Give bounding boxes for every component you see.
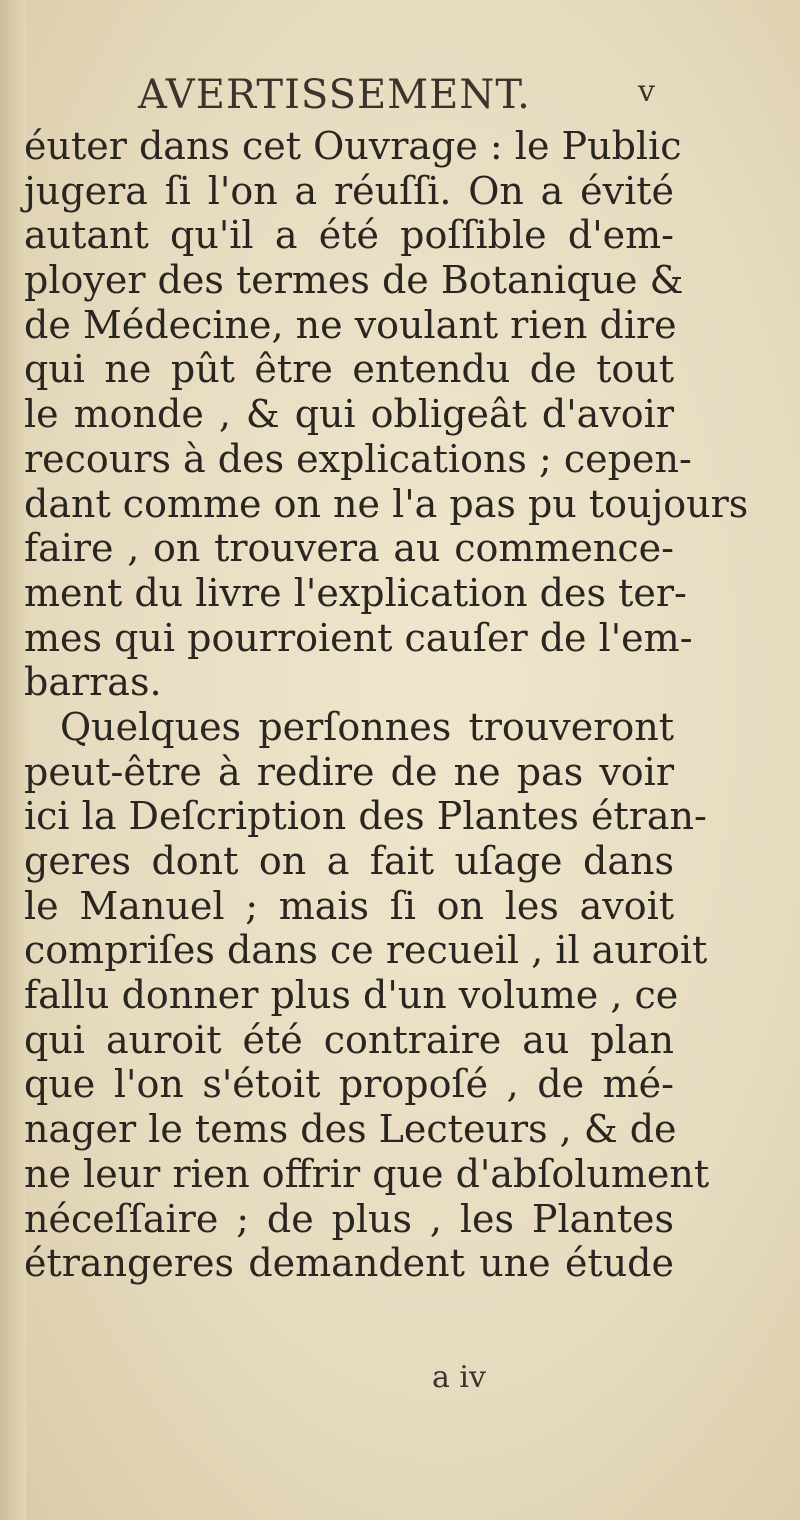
text-line: nager le tems des Lecteurs , & de xyxy=(24,1107,677,1152)
text-line: ment du livre l'explication des ter- xyxy=(24,570,687,615)
text-line: peut-être à redire de ne pas voir xyxy=(24,749,674,794)
text-line: ne leur rien offrir que d'abſolument xyxy=(24,1151,710,1196)
text-line: étrangeres demandent une étude xyxy=(24,1241,674,1286)
text-line: dant comme on ne l'a pas pu toujours xyxy=(24,481,749,526)
text-line: qui auroit été contraire au plan xyxy=(24,1017,674,1062)
text-line: mes qui pourroient cauſer de l'em- xyxy=(24,615,693,660)
page-header xyxy=(0,72,800,122)
text-line: jugera ſi l'on a réuſſi. On a évité xyxy=(24,168,674,213)
page-number: v xyxy=(638,74,655,109)
text-line: le monde , & qui obligeât d'avoir xyxy=(24,392,674,437)
text-line: compriſes dans ce recueil , il auroit xyxy=(24,928,708,973)
paragraph-start-line: Quelques perſonnes trouveront xyxy=(60,704,674,749)
text-line: ployer des termes de Botanique & xyxy=(24,258,684,303)
text-line: éuter dans cet Ouvrage : le Public xyxy=(24,124,682,168)
text-line: fallu donner plus d'un volume , ce xyxy=(24,973,679,1018)
running-title: AVERTISSEMENT. xyxy=(138,72,531,118)
text-line: geres dont on a fait uſage dans xyxy=(24,839,674,883)
body-text xyxy=(24,124,749,1286)
text-line: néceſſaire ; de plus , les Plantes xyxy=(24,1196,674,1241)
text-line: autant qu'il a été poſſible d'em- xyxy=(24,213,674,258)
text-line: qui ne pût être entendu de tout xyxy=(24,347,674,392)
page-gutter-shadow xyxy=(0,0,26,1520)
signature-mark: a iv xyxy=(432,1360,486,1395)
text-line: le Manuel ; mais ſi on les avoit xyxy=(24,883,674,928)
paragraph-end-line: barras. xyxy=(24,660,162,705)
text-line: que l'on s'étoit propoſé , de mé- xyxy=(24,1062,674,1107)
text-line: faire , on trouvera au commence- xyxy=(24,526,674,571)
text-line: ici la Deſcription des Plantes étran- xyxy=(24,794,707,839)
text-line: recours à des explications ; cepen- xyxy=(24,436,692,481)
text-line: de Médecine, ne voulant rien dire xyxy=(24,302,677,347)
